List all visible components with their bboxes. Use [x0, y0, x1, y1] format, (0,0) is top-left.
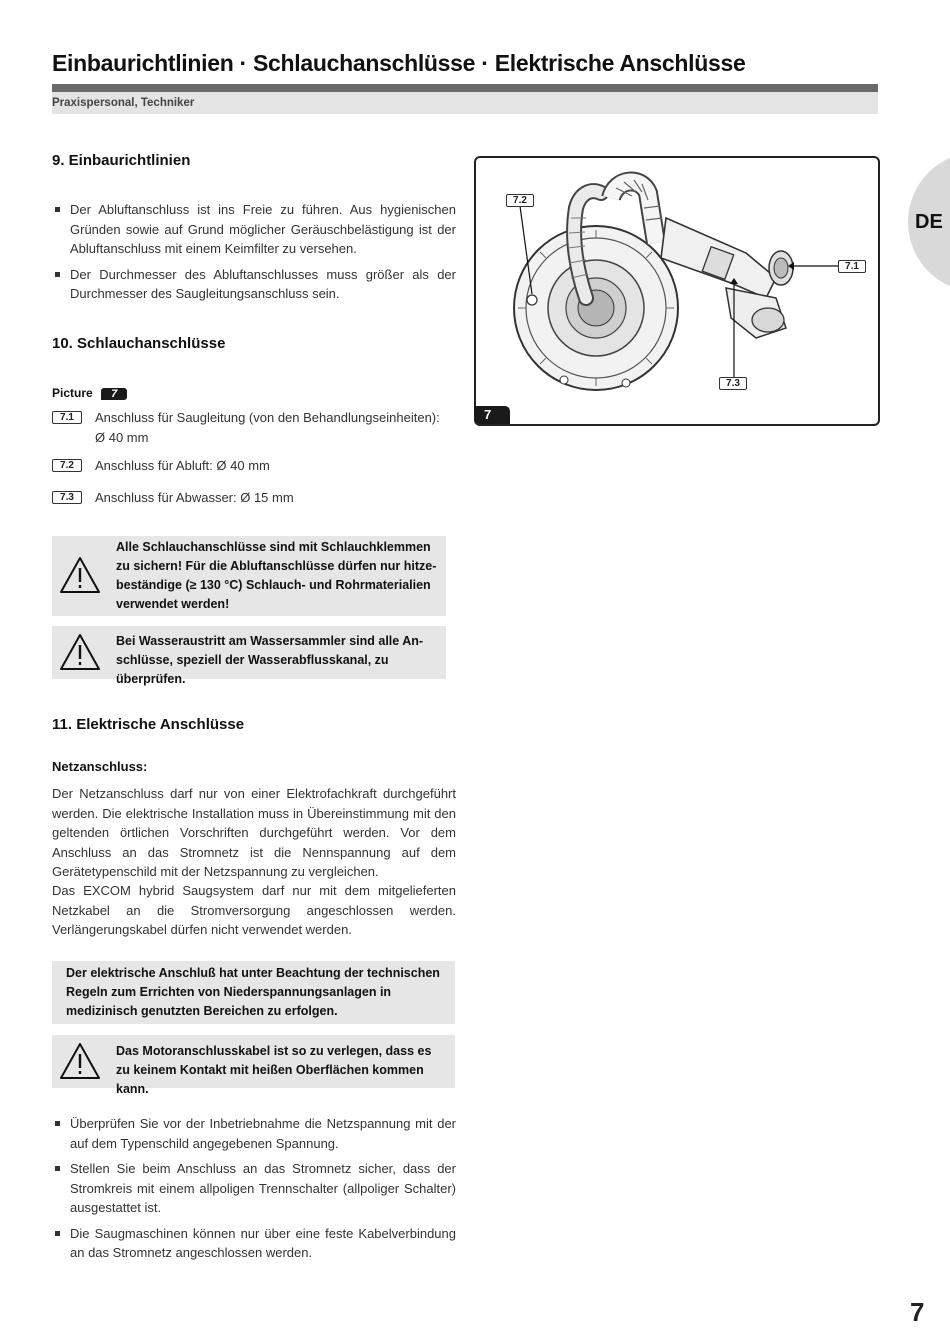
figure-7 — [474, 156, 880, 426]
picture-label: Picture — [52, 386, 93, 400]
ref-text-7-2: Anschluss für Abluft: Ø 40 mm — [95, 458, 270, 473]
warning-box-hoses — [52, 536, 446, 616]
picture-number-badge: 7 — [101, 388, 127, 400]
list-item: Überprüfen Sie vor der Inbetriebnahme die Netzspannung mit der auf dem Typenschild angegebenen Spannung. — [52, 1114, 456, 1153]
ref-tag-7-3: 7.3 — [52, 491, 82, 504]
note-box-regulations — [52, 961, 455, 1024]
figure-tag-7-2: 7.2 — [506, 194, 534, 207]
language-tab-label: DE — [915, 211, 943, 233]
list-item: Stellen Sie beim Anschluss an das Stromnetz sicher, dass der Stromkreis mit einem allpoligen Trennschalter (allpoliger Schalter) ausgestattet ist. — [52, 1159, 456, 1218]
note-text-regulations: Der elektrische Anschluß hat unter Beachtung der technischen Regeln zum Errichten von Niederspannungsanlagen in medizinisch genutzten Bereichen zu erfolgen. — [66, 966, 440, 1018]
warning-triangle-icon — [58, 1041, 102, 1081]
netzanschluss-subheading: Netzanschluss: — [52, 759, 148, 774]
ref-tag-7-1: 7.1 — [52, 411, 82, 424]
ref-text-7-1: Anschluss für Saugleitung (von den Behandlungseinheiten): Ø 40 mm — [95, 410, 440, 445]
figure-number-badge: 7 — [474, 406, 510, 424]
figure-tag-7-3: 7.3 — [719, 377, 747, 390]
warning-triangle-icon — [58, 632, 102, 672]
list-item: Der Durchmesser des Abluftanschlusses muss größer als der Durchmesser des Saugleitungsanschluss sein. — [52, 265, 456, 304]
section-9-heading: 9. Einbaurichtlinien — [52, 152, 191, 169]
section-11-bullets — [52, 1114, 456, 1269]
title-rule — [52, 84, 878, 92]
warning-text-motor-cable: Das Motoranschlusskabel ist so zu verlegen, dass es zu keinem Kontakt mit heißen Oberflächen kommen kann. — [116, 1044, 432, 1096]
warning-text-water: Bei Wasseraustritt am Wassersammler sind alle An-schlüsse, speziell der Wasserabflusskanal, zu überprüfen. — [116, 634, 424, 686]
netzanschluss-paragraph-1: Der Netzanschluss darf nur von einer Elektrofachkraft durchgeführt werden. Die elektrische Installation muss in Übereinstimmung mit den geltenden örtlichen Vorschriften durchgeführt werden. Vor dem Anschluss an das Stromnetz ist die Nennspannung auf dem Gerätetypenschild mit der Netzspannung zu vergleichen. — [52, 786, 456, 879]
list-item: Der Abluftanschluss ist ins Freie zu führen. Aus hygienischen Gründen sowie auf Grund möglicher Geräuschbelästigung ist der Abluftanschluss mit einem Keimfilter zu versehen. — [52, 200, 456, 259]
warning-text-hoses: Alle Schlauchanschlüsse sind mit Schlauchklemmen zu sichern! Für die Abluftanschlüsse dürfen nur hitze-beständige (≥ 130 °C) Schlauch- und Rohrmaterialien verwendet werden! — [116, 540, 437, 611]
picture-reference — [52, 384, 127, 402]
warning-triangle-icon — [58, 555, 102, 595]
page-title: Einbaurichtlinien · Schlauchanschlüsse · Elektrische Anschlüsse — [52, 50, 746, 76]
ref-text-7-3: Anschluss für Abwasser: Ø 15 mm — [95, 490, 294, 505]
section-11-heading: 11. Elektrische Anschlüsse — [52, 716, 245, 733]
ref-tag-7-2: 7.2 — [52, 459, 82, 472]
warning-box-motor-cable — [52, 1035, 455, 1096]
page-number: 7 — [910, 1297, 925, 1327]
suction-unit-illustration — [476, 158, 878, 424]
list-item: Die Saugmaschinen können nur über eine feste Kabelverbindung an das Stromnetz angeschlossen werden. — [52, 1224, 456, 1263]
section-9-bullets — [52, 200, 456, 310]
section-10-heading: 10. Schlauchanschlüsse — [52, 335, 226, 352]
audience-bar: Praxispersonal, Techniker — [52, 92, 878, 114]
netzanschluss-paragraph-2: Das EXCOM hybrid Saugsystem darf nur mit dem mitgelieferten Netzkabel an die Stromversorgung angeschlossen werden. Verlängerungskabel dürfen nicht verwendet werden. — [52, 883, 456, 937]
figure-tag-7-1: 7.1 — [838, 260, 866, 273]
warning-box-water — [52, 626, 446, 686]
